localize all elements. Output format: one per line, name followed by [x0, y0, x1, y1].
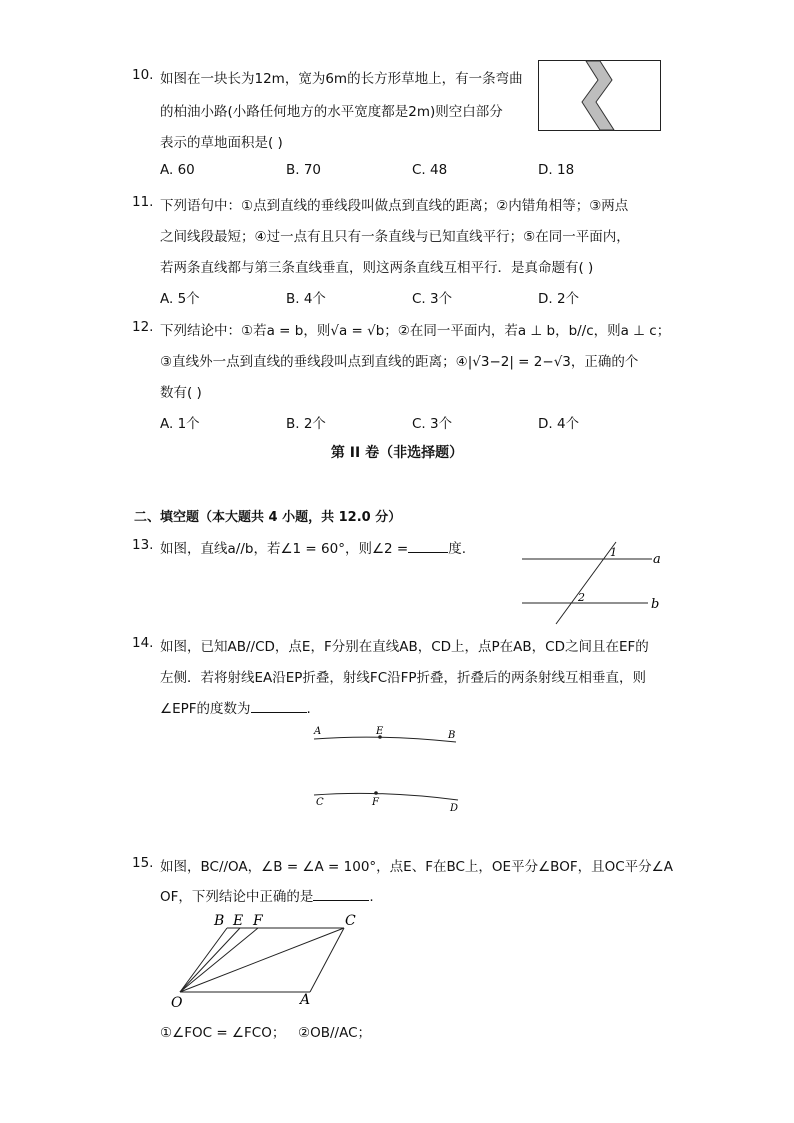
part-2-title: 第 II 卷（非选择题）	[330, 445, 464, 461]
question-13-text-before: 如图，直线a//b，若∠1 = 60°，则∠2 =	[160, 541, 409, 557]
question-13-number: 13.	[132, 537, 154, 553]
question-11-option-c: C. 3个	[412, 291, 453, 307]
question-14-line-3-after: .	[306, 701, 311, 717]
label-c: C	[345, 913, 356, 929]
label-f: F	[253, 913, 263, 929]
question-15-line-1: 如图，BC//OA，∠B = ∠A = 100°，点E、F在BC上，OE平分∠BOF，且OC平分∠A	[160, 859, 673, 875]
angle-2-label: 2	[578, 591, 585, 604]
question-15-line-2	[160, 885, 374, 905]
question-12-option-d: D. 4个	[538, 416, 580, 432]
section-2-title: 二、填空题（本大题共 4 小题，共 12.0 分）	[134, 510, 402, 525]
question-12-line-2: ③直线外一点到直线的垂线段叫点到直线的距离；④|√3−2| = 2−√3，正确的个	[160, 354, 639, 370]
question-12-option-a: A. 1个	[160, 416, 200, 432]
question-14-figure	[310, 722, 470, 814]
label-b: B	[448, 730, 456, 741]
question-10-figure	[538, 60, 662, 132]
question-10-line-1: 如图在一块长为12m，宽为6m的长方形草地上，有一条弯曲	[160, 71, 523, 87]
question-12-line-3: 数有( )	[160, 385, 202, 401]
answer-blank[interactable]	[408, 540, 448, 553]
question-14-line-2: 左侧．若将射线EA沿EP折叠，射线FC沿FP折叠，折叠后的两条射线互相垂直，则	[160, 670, 647, 686]
question-11-option-d: D. 2个	[538, 291, 580, 307]
question-11-number: 11.	[132, 194, 154, 210]
segment-ac	[310, 928, 344, 992]
question-14-number: 14.	[132, 635, 154, 651]
question-10-line-3: 表示的草地面积是( )	[160, 135, 283, 151]
answer-blank[interactable]	[251, 700, 307, 713]
label-a: A	[300, 992, 311, 1008]
question-12-number: 12.	[132, 319, 154, 335]
question-13-text	[160, 537, 466, 557]
segment-oc	[180, 928, 344, 992]
question-11-option-b: B. 4个	[286, 291, 326, 307]
question-10-option-c: C. 48	[412, 162, 448, 178]
line-ab	[314, 737, 456, 742]
question-11-line-3: 若两条直线都与第三条直线垂直，则这两条直线互相平行．是真命题有( )	[160, 260, 594, 276]
question-11-option-a: A. 5个	[160, 291, 200, 307]
question-14-line-3-before: ∠EPF的度数为	[160, 701, 251, 717]
label-e: E	[233, 913, 244, 929]
label-c: C	[316, 797, 324, 808]
question-15-conclusion-1: ①∠FOC = ∠FCO；	[160, 1025, 286, 1041]
question-14-line-3	[160, 697, 311, 717]
line-cd	[314, 793, 458, 800]
question-15-line-2-before: OF，下列结论中正确的是	[160, 889, 314, 905]
line-b-label: b	[651, 597, 660, 612]
question-10-number: 10.	[132, 67, 154, 83]
answer-blank[interactable]	[313, 888, 369, 901]
question-12-option-b: B. 2个	[286, 416, 326, 432]
transversal-line	[556, 542, 616, 624]
label-o: O	[171, 995, 183, 1011]
angle-1-label: 1	[610, 546, 617, 559]
label-e: E	[376, 726, 384, 737]
segment-of	[180, 928, 258, 992]
question-15-number: 15.	[132, 855, 154, 871]
question-10-option-d: D. 18	[538, 162, 575, 178]
question-15-figure	[166, 908, 366, 1012]
question-11-line-2: 之间线段最短；④过一点有且只有一条直线与已知直线平行；⑤在同一平面内，	[160, 229, 630, 245]
question-10-line-2: 的柏油小路(小路任何地方的水平宽度都是2m)则空白部分	[160, 104, 503, 120]
label-b: B	[214, 913, 225, 929]
segment-oe	[180, 928, 240, 992]
question-15-conclusion-2: ②OB//AC；	[298, 1025, 372, 1041]
question-13-figure	[516, 540, 666, 626]
question-10-option-b: B. 70	[286, 162, 322, 178]
question-11-line-1: 下列语句中：①点到直线的垂线段叫做点到直线的距离；②内错角相等；③两点	[160, 198, 629, 214]
label-a: A	[314, 726, 322, 737]
line-a-label: a	[653, 552, 661, 567]
question-10-option-a: A. 60	[160, 162, 195, 178]
point-f	[374, 791, 378, 795]
label-f: F	[372, 797, 379, 808]
question-13-text-after: 度.	[448, 541, 467, 557]
label-d: D	[450, 803, 459, 814]
question-12-option-c: C. 3个	[412, 416, 453, 432]
question-15-line-2-after: .	[369, 889, 374, 905]
question-14-line-1: 如图，已知AB//CD，点E，F分别在直线AB，CD上，点P在AB，CD之间且在EF的	[160, 639, 649, 655]
question-12-line-1: 下列结论中：①若a = b，则√a = √b；②在同一平面内，若a ⊥ b，b//c，则a ⊥ c；	[160, 323, 671, 339]
